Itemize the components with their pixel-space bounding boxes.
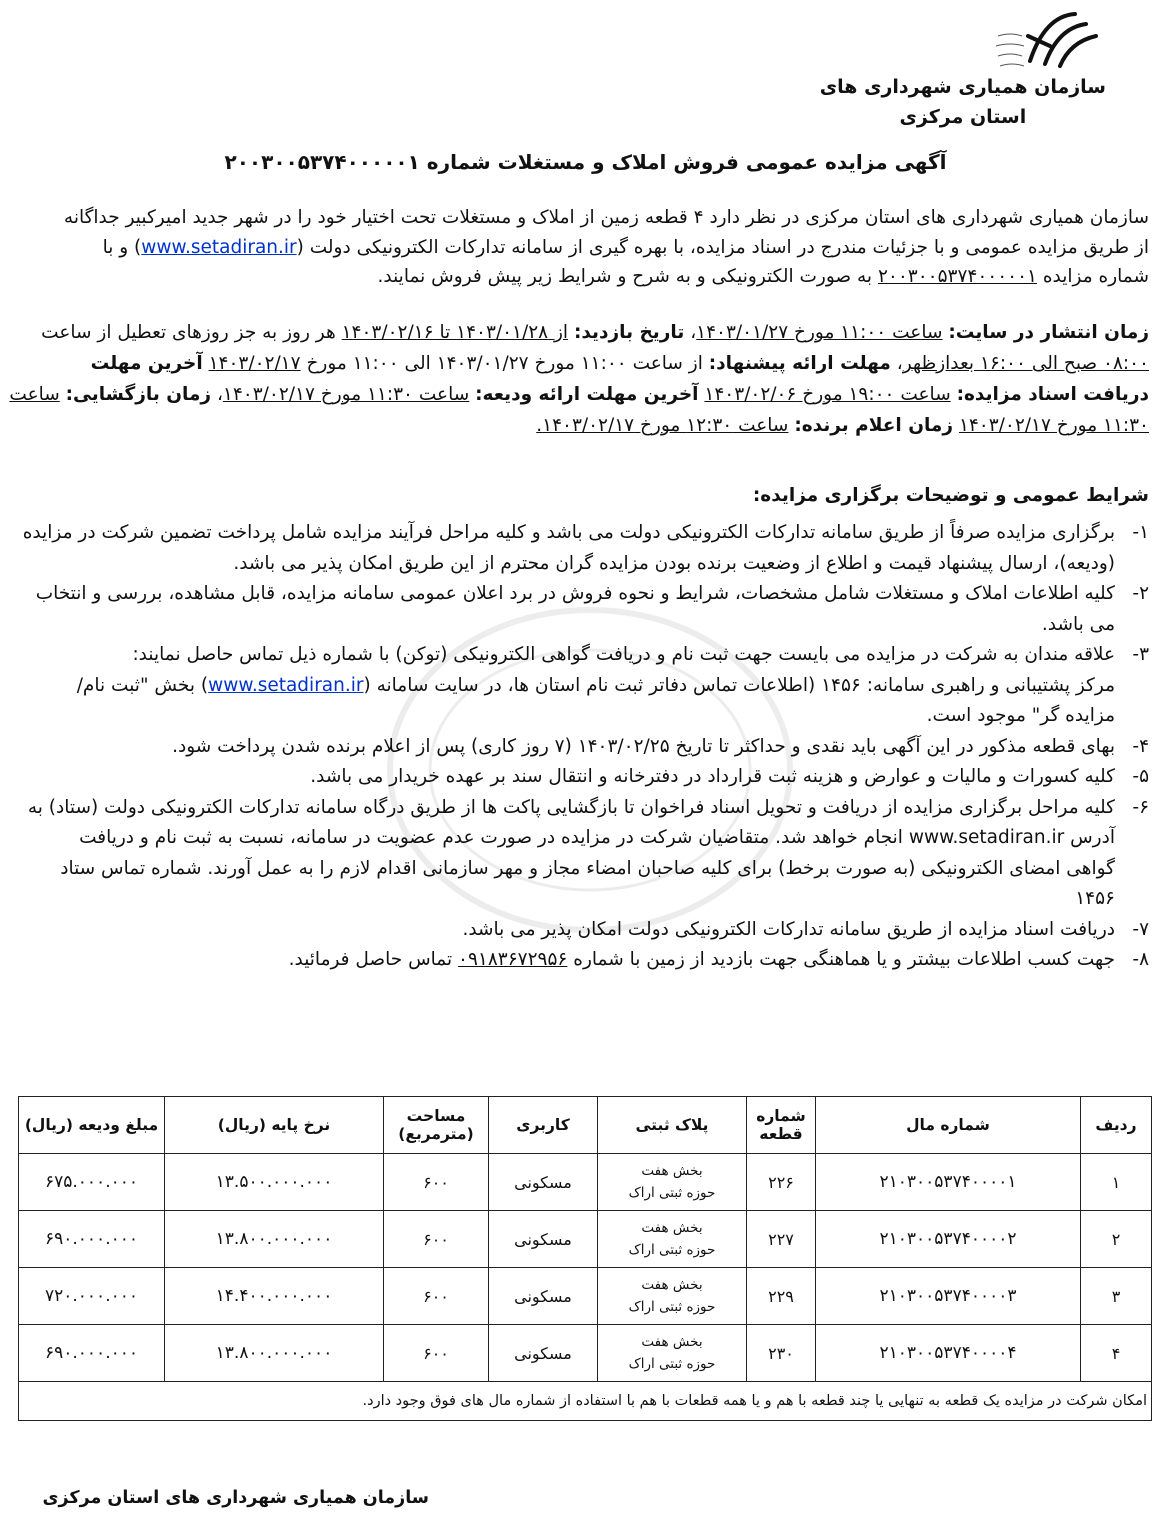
intro-text: به صورت الکترونیکی و به شرح و شرایط زیر پیش فروش نمایند. <box>377 266 873 287</box>
cell-deposit: ۶۷۵.۰۰۰.۰۰۰ <box>19 1154 165 1211</box>
visit-hours: ۰۸:۰۰ صبح الی ۱۶:۰۰ بعدازظهر <box>902 353 1149 374</box>
table-row <box>19 1154 1152 1211</box>
cell-usage: مسکونی <box>489 1154 598 1211</box>
cell-asset-number: ۲۱۰۳۰۰۵۳۷۴۰۰۰۰۴ <box>816 1325 1081 1382</box>
organization-logo <box>990 6 1110 76</box>
winner-value: ساعت ۱۲:۳۰ مورخ ۱۴۰۳/۰۲/۱۷. <box>536 415 789 436</box>
table-header-row <box>19 1097 1152 1154</box>
condition-item <box>22 640 1149 732</box>
plaque-section: بخش هفت <box>641 1334 703 1350</box>
condition-text: علاقه مندان به شرکت در مزایده می بایست جهت ثبت نام و دریافت گواهی الکترونیکی (توکن) با شماره ذیل تماس حاصل نمایند: <box>132 644 1115 665</box>
condition-text-part: مرکز پشتیبانی و راهبری سامانه: ۱۴۵۶ (اطلاعات تماس دفاتر ثبت نام استان ها، در سایت سامانه ( <box>363 674 1115 696</box>
cell-base-price: ۱۳.۸۰۰.۰۰۰.۰۰۰ <box>165 1211 384 1268</box>
properties-table <box>18 1096 1152 1421</box>
docs-label: دریافت اسناد مزایده: <box>956 384 1149 405</box>
setadiran-address[interactable]: www.setadiran.ir <box>908 827 1065 848</box>
docs-value: ساعت ۱۹:۰۰ مورخ ۱۴۰۳/۰۲/۰۶ <box>704 384 951 405</box>
condition-text: دریافت اسناد مزایده از طریق سامانه تدارکات الکترونیکی دولت امکان پذیر می باشد. <box>462 918 1115 940</box>
org-name-line1: سازمان همیاری شهرداری های <box>819 76 1106 98</box>
conditions-list <box>22 518 1149 976</box>
schedule-line: ۰۸:۰۰ صبح الی ۱۶:۰۰ بعدازظهر، مهلت ارائه پیشنهاد: از ساعت ۱۱:۰۰ مورخ ۱۴۰۳/۰۱/۲۷ الی ۱۱:۰۰ مورخ ۱۴۰۳/۰۲/۱۷ آخرین مهلت <box>90 353 1149 374</box>
condition-item <box>22 793 1149 915</box>
plaque-registry: حوزه ثبتی اراک <box>628 1242 716 1258</box>
deposit-value: ساعت ۱۱:۳۰ مورخ ۱۴۰۳/۰۲/۱۷ <box>222 384 470 405</box>
condition-item <box>22 762 1149 793</box>
header-area <box>384 1097 489 1154</box>
schedule-line: دریافت اسناد مزایده: ساعت ۱۹:۰۰ مورخ ۱۴۰۳/۰۲/۰۶ آخرین مهلت ارائه ودیعه: ساعت ۱۱:۳۰ مورخ ۱۴۰۳/۰۲/۱۷، زمان بازگشایی: ساعت <box>9 384 1149 405</box>
header-deposit: مبلغ ودیعه (ریال) <box>19 1097 165 1154</box>
bid-value: از ساعت ۱۱:۰۰ مورخ ۱۴۰۳/۰۱/۲۷ الی ۱۱:۰۰ مورخ <box>306 353 703 374</box>
cell-plaque <box>598 1268 747 1325</box>
publish-value: ساعت ۱۱:۰۰ مورخ ۱۴۰۳/۰۱/۲۷ <box>696 322 943 343</box>
auction-number: ۲۰۰۳۰۰۵۳۷۴۰۰۰۰۰۱ <box>877 266 1037 287</box>
cell-plot-number: ۲۲۶ <box>747 1154 816 1211</box>
plaque-registry: حوزه ثبتی اراک <box>628 1356 716 1372</box>
condition-text: برگزاری مزایده صرفاً از طریق سامانه تدارکات الکترونیکی دولت می باشد و کلیه مراحل فرآیند مزایده شامل پرداخت تضمین شرکت در مزایده <box>22 522 1115 543</box>
cell-area: ۶۰۰ <box>384 1325 489 1382</box>
condition-item <box>22 915 1149 946</box>
cell-asset-number: ۲۱۰۳۰۰۵۳۷۴۰۰۰۰۳ <box>816 1268 1081 1325</box>
intro-line <box>22 233 1149 263</box>
org-name-line2: استان مرکزی <box>899 106 1027 128</box>
condition-item <box>22 732 1149 763</box>
setadiran-link[interactable]: www.setadiran.ir <box>141 236 297 258</box>
intro-paragraph <box>22 203 1149 292</box>
condition-text: بهای قطعه مذکور در این آگهی باید نقدی و حداکثر تا تاریخ ۱۴۰۳/۰۲/۲۵ (۷ روز کاری) پس از اعلام برنده شدن پرداخت شود. <box>172 735 1115 757</box>
header-base-price: نرخ پایه (ریال) <box>165 1097 384 1154</box>
cell-asset-number: ۲۱۰۳۰۰۵۳۷۴۰۰۰۰۲ <box>816 1211 1081 1268</box>
condition-text <box>22 671 1115 702</box>
condition-text: مزایده گر" موجود است. <box>926 705 1115 726</box>
condition-text-part: آدرس <box>1070 827 1115 848</box>
cell-plot-number: ۲۲۷ <box>747 1211 816 1268</box>
contact-phone: ۰۹۱۸۳۶۷۲۹۵۶ <box>458 949 568 970</box>
intro-text: از طریق مزایده عمومی و با جزئیات مندرج در اسناد مزایده، با بهره گیری از سامانه تدارکات الکترونیکی دولت ( <box>296 236 1149 258</box>
cell-plaque <box>598 1154 747 1211</box>
plaque-section: بخش هفت <box>641 1163 703 1179</box>
cell-base-price: ۱۳.۸۰۰.۰۰۰.۰۰۰ <box>165 1325 384 1382</box>
condition-number: ۸- <box>1132 949 1149 970</box>
cell-base-price: ۱۴.۴۰۰.۰۰۰.۰۰۰ <box>165 1268 384 1325</box>
cell-deposit: ۷۲۰.۰۰۰.۰۰۰ <box>19 1268 165 1325</box>
intro-line <box>22 262 1149 292</box>
intro-text: شماره مزایده <box>1042 266 1149 287</box>
table-row <box>19 1325 1152 1382</box>
footer-signature: سازمان همیاری شهرداری های استان مرکزی <box>42 1488 429 1508</box>
bid-label: مهلت ارائه پیشنهاد: <box>708 353 891 374</box>
plaque-section: بخش هفت <box>641 1277 703 1293</box>
condition-text-part: تماس حاصل فرمائید. <box>288 949 453 970</box>
cell-base-price: ۱۳.۵۰۰.۰۰۰.۰۰۰ <box>165 1154 384 1211</box>
condition-text: می باشد. <box>1041 613 1115 635</box>
condition-item <box>22 518 1149 579</box>
cell-usage: مسکونی <box>489 1211 598 1268</box>
cell-area: ۶۰۰ <box>384 1211 489 1268</box>
table-note: امکان شرکت در مزایده یک قطعه به تنهایی یا چند قطعه با هم و یا همه قطعات با هم با استفاده از شماره مال های فوق وجود دارد. <box>19 1382 1152 1421</box>
properties-table-wrap <box>18 1096 1152 1421</box>
condition-number: ۲- <box>1132 583 1149 604</box>
cell-row-number: ۴ <box>1081 1325 1152 1382</box>
condition-number: ۱- <box>1132 522 1149 543</box>
schedule-line: زمان انتشار در سایت: ساعت ۱۱:۰۰ مورخ ۱۴۰۳/۰۱/۲۷، تاریخ بازدید: از ۱۴۰۳/۰۱/۲۸ تا ۱۴۰۳/۰۲/۱۶ هر روز به جز روزهای تعطیل از ساعت <box>41 322 1149 343</box>
cell-row-number: ۳ <box>1081 1268 1152 1325</box>
cell-usage: مسکونی <box>489 1268 598 1325</box>
setadiran-link[interactable]: www.setadiran.ir <box>208 674 364 696</box>
header-row-number: ردیف <box>1081 1097 1152 1154</box>
publish-label: زمان انتشار در سایت: <box>948 322 1149 343</box>
table-note-row <box>19 1382 1152 1421</box>
schedule-line <box>22 410 1149 441</box>
condition-number: ۵- <box>1132 766 1149 787</box>
cell-plot-number: ۲۳۰ <box>747 1325 816 1382</box>
condition-text: ۱۴۵۶ <box>1075 888 1115 909</box>
header-area-label: مساحت <box>406 1107 466 1125</box>
plaque-registry: حوزه ثبتی اراک <box>628 1185 716 1201</box>
condition-number: ۷- <box>1132 918 1149 940</box>
visit-label: تاریخ بازدید: <box>573 322 685 343</box>
cell-row-number: ۲ <box>1081 1211 1152 1268</box>
cell-plot-number: ۲۲۹ <box>747 1268 816 1325</box>
condition-text-part: جهت کسب اطلاعات بیشتر و یا هماهنگی جهت بازدید از زمین با شماره <box>573 949 1115 970</box>
condition-item <box>22 945 1149 976</box>
cell-usage: مسکونی <box>489 1325 598 1382</box>
table-row <box>19 1211 1152 1268</box>
page-title: آگهی مزایده عمومی فروش املاک و مستغلات شماره ۲۰۰۳۰۰۵۳۷۴۰۰۰۰۰۱ <box>224 150 947 174</box>
conditions-title: شرایط عمومی و توضیحات برگزاری مزایده: <box>752 485 1149 506</box>
opening-value: ساعت <box>9 384 60 405</box>
condition-text: (ودیعه)، ارسال پیشنهاد قیمت و اطلاع از وضعیت برنده بودن مزایده گران محترم از این طریق امکان پذیر می باشد. <box>233 552 1115 574</box>
winner-label: زمان اعلام برنده: <box>794 415 954 436</box>
condition-text-part: ) بخش "ثبت نام/ <box>76 674 209 696</box>
condition-text: کلیه مراحل برگزاری مزایده از دریافت و تحویل اسناد فراخوان تا بازگشایی پاکت ها از طریق درگاه سامانه تدارکات الکترونیکی دولت (ستاد) به <box>27 796 1115 818</box>
header-plaque: پلاک ثبتی <box>598 1097 747 1154</box>
deposit-label: آخرین مهلت ارائه ودیعه: <box>475 384 699 405</box>
intro-line: سازمان همیاری شهرداری های استان مرکزی در نظر دارد ۴ قطعه زمین از املاک و مستغلات تحت اختیار خود را در شهر جدید امیرکبیر جداگانه <box>63 207 1149 228</box>
condition-text: کلیه اطلاعات املاک و مستغلات شامل مشخصات، شرایط و نحوه فروش در برد اعلان عمومی سامانه مزایده، قابل مشاهده، بررسی و انتخاب <box>35 583 1115 604</box>
cell-area: ۶۰۰ <box>384 1154 489 1211</box>
condition-number: ۳- <box>1132 644 1149 665</box>
table-row <box>19 1268 1152 1325</box>
bid-date: ۱۴۰۳/۰۲/۱۷ <box>208 353 301 374</box>
condition-number: ۶- <box>1132 796 1149 818</box>
cell-plaque <box>598 1325 747 1382</box>
condition-text <box>22 945 1115 976</box>
header-area-unit: (مترمربع) <box>398 1125 474 1143</box>
condition-text <box>22 823 1115 854</box>
cell-area: ۶۰۰ <box>384 1268 489 1325</box>
cell-deposit: ۶۹۰.۰۰۰.۰۰۰ <box>19 1325 165 1382</box>
opening-value: ۱۱:۳۰ مورخ ۱۴۰۳/۰۲/۱۷ <box>958 415 1149 436</box>
plaque-registry: حوزه ثبتی اراک <box>628 1299 716 1315</box>
condition-number: ۴- <box>1132 735 1149 757</box>
header-plot-number: شماره قطعه <box>747 1097 816 1154</box>
cell-plaque <box>598 1211 747 1268</box>
cell-deposit: ۶۹۰.۰۰۰.۰۰۰ <box>19 1211 165 1268</box>
schedule-block <box>9 317 1149 441</box>
org-header <box>820 72 1106 132</box>
condition-text: کلیه کسورات و مالیات و عوارض و هزینه ثبت قرارداد در دفترخانه و انتقال سند بر عهده خریدار می باشد. <box>310 766 1115 787</box>
header-usage: کاربری <box>489 1097 598 1154</box>
condition-text-part: انجام خواهد شد. متقاضیان شرکت در مزایده در صورت عدم عضویت در سامانه، نسبت به ثبت نام و دریافت <box>79 827 903 848</box>
condition-item <box>22 579 1149 640</box>
header-asset-number: شماره مال <box>816 1097 1081 1154</box>
visit-value: از ۱۴۰۳/۰۱/۲۸ تا ۱۴۰۳/۰۲/۱۶ <box>341 322 569 343</box>
visit-hours-text: هر روز به جز روزهای تعطیل از ساعت <box>41 322 336 343</box>
cell-asset-number: ۲۱۰۳۰۰۵۳۷۴۰۰۰۰۱ <box>816 1154 1081 1211</box>
intro-text: ) و با <box>102 236 142 258</box>
opening-label: زمان بازگشایی: <box>65 384 212 405</box>
condition-text: گواهی امضای الکترونیکی (به صورت برخط) برای کلیه صاحبان امضاء مجاز و مهر سازمانی اقدام لازم را به عمل آورند. شماره تماس ستاد <box>60 857 1115 879</box>
cell-row-number: ۱ <box>1081 1154 1152 1211</box>
docs-label: آخرین مهلت <box>90 353 203 374</box>
plaque-section: بخش هفت <box>641 1220 703 1236</box>
